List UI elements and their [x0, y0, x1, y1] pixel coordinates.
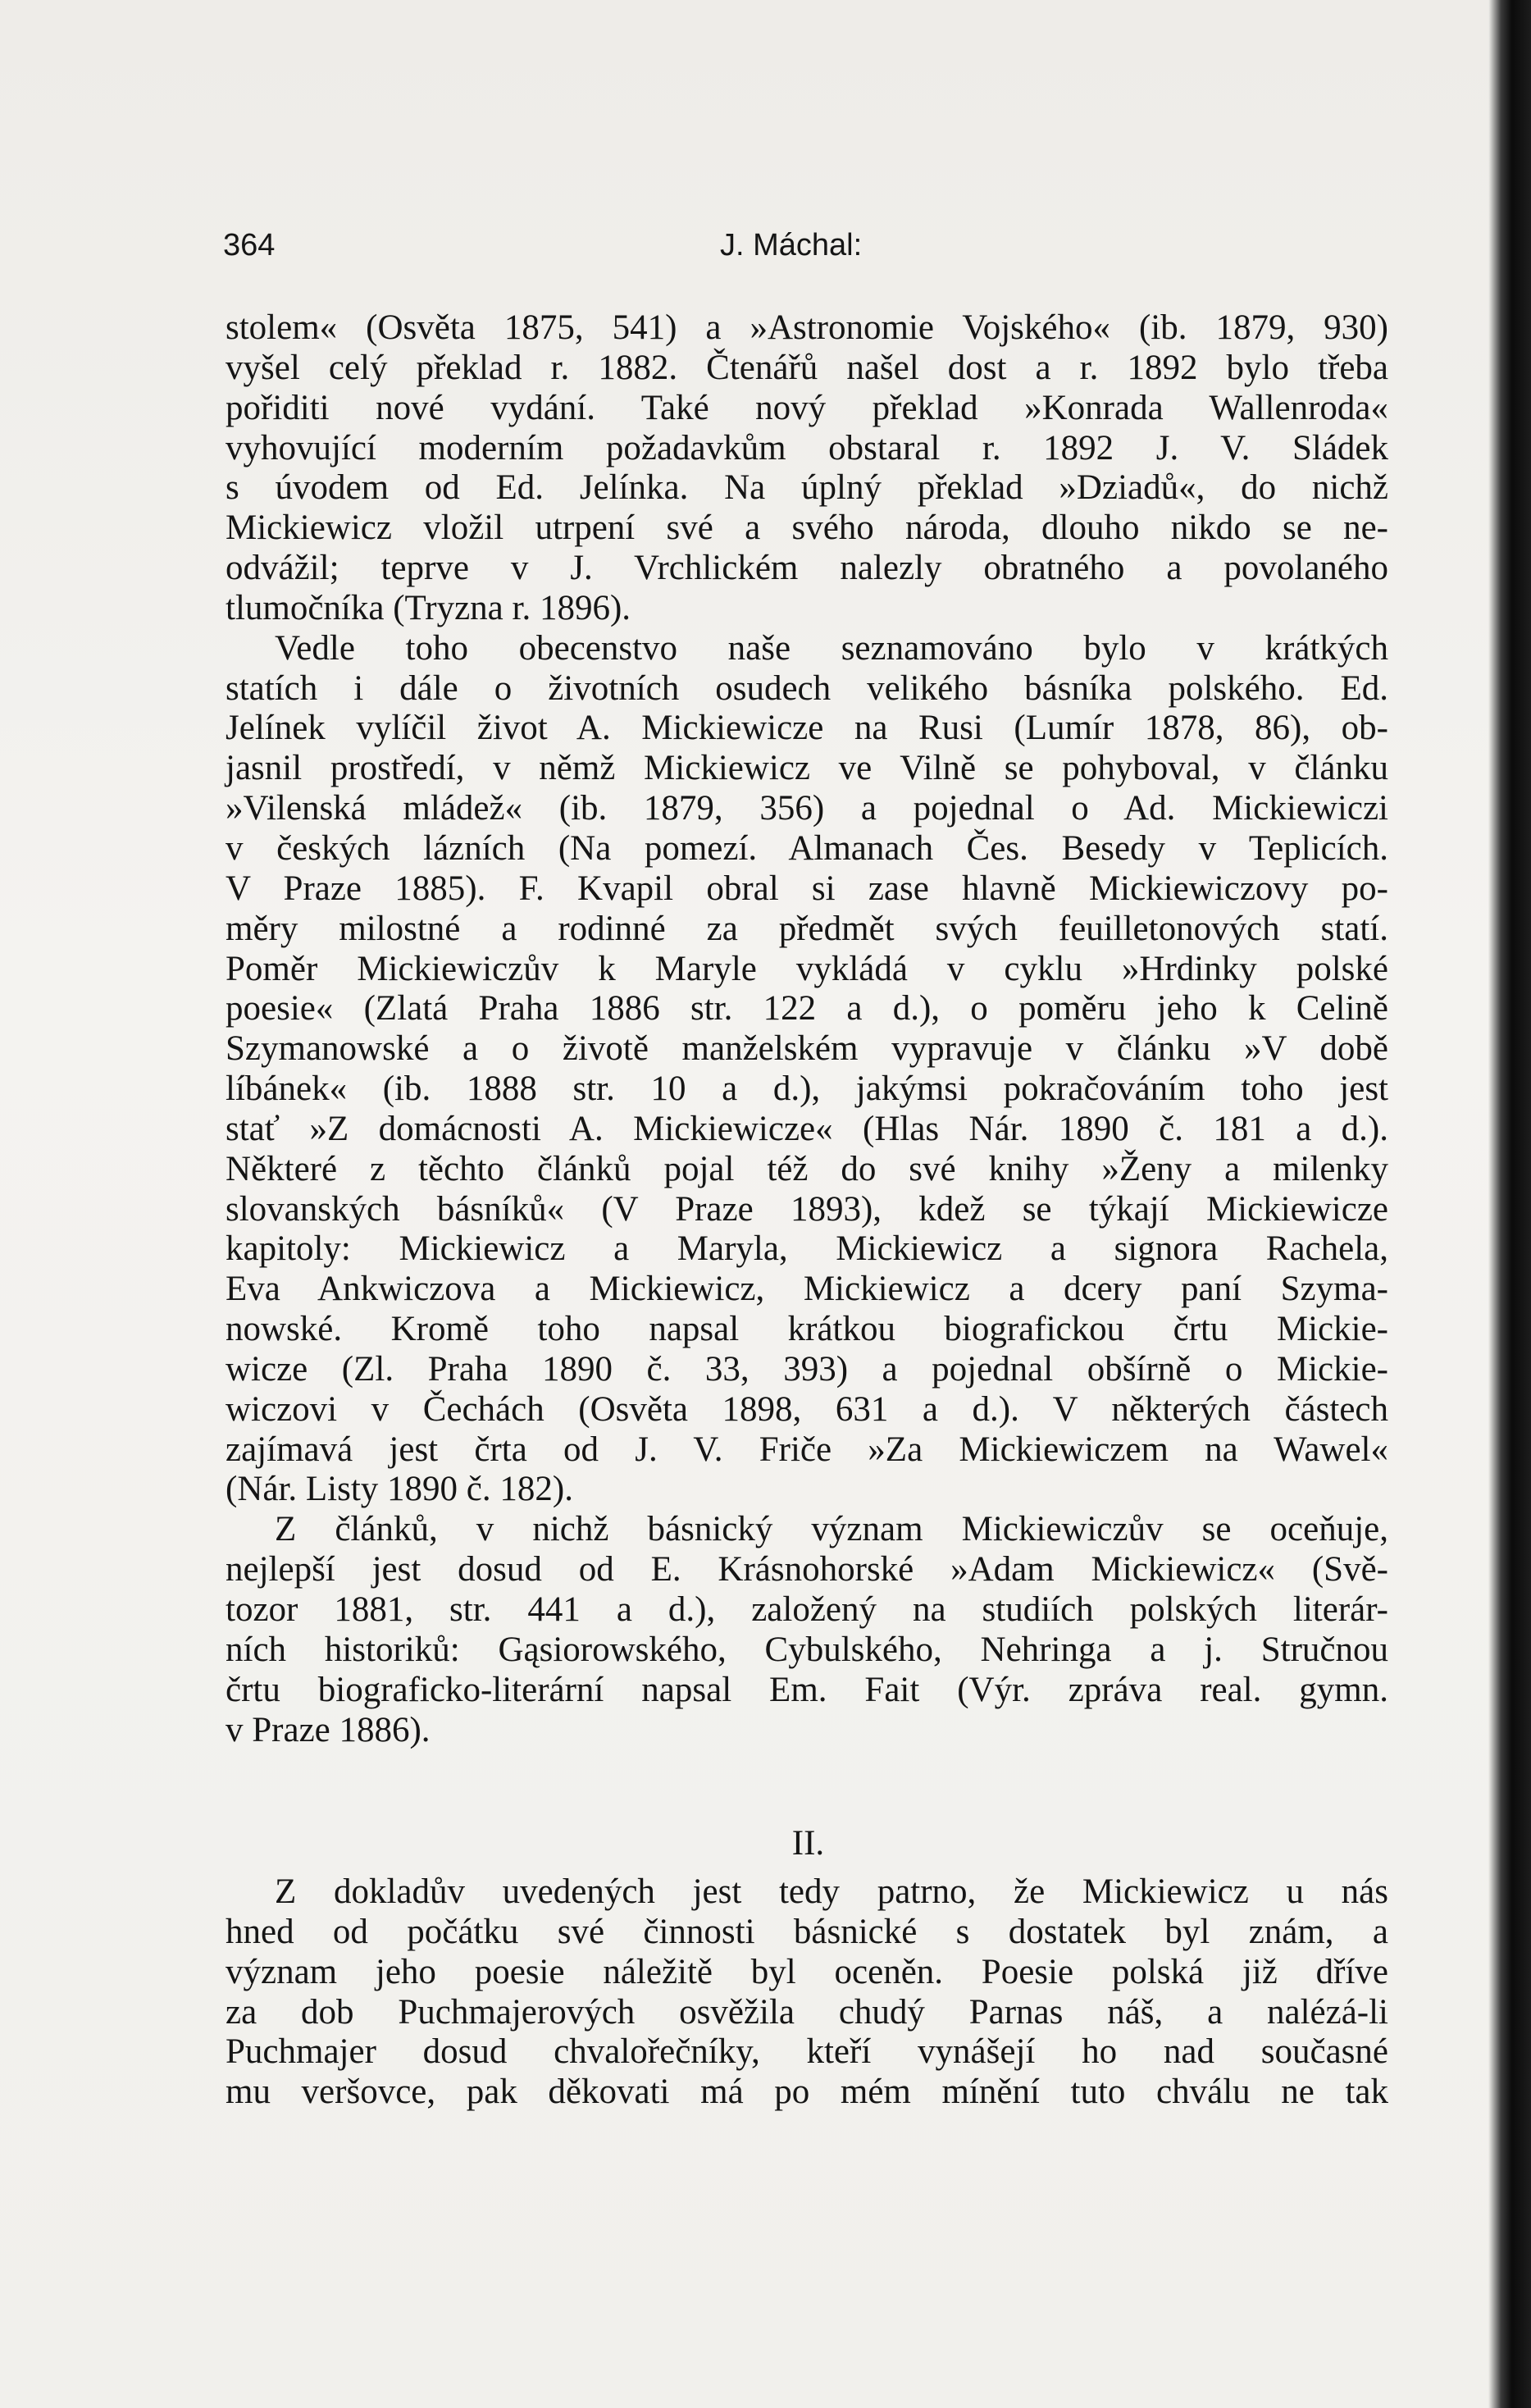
text-line: Některé z těchto článků pojal též do své knihy »Ženy a milenky [226, 1149, 1388, 1188]
text-line: wiczovi v Čechách (Osvěta 1898, 631 a d.). V některých částech [226, 1389, 1388, 1429]
text-line: vyšel celý překlad r. 1882. Čtenářů našel dost a r. 1892 bylo třeba [226, 348, 1388, 387]
text-line: stolem« (Osvěta 1875, 541) a »Astronomie Vojského« (ib. 1879, 930) [226, 308, 1388, 347]
text-line: ních historiků: Gąsiorowského, Cybulského, Nehringa a j. Stručnou [226, 1630, 1388, 1669]
text-line: »Vilenská mládež« (ib. 1879, 356) a pojednal o Ad. Mickiewiczi [226, 789, 1388, 828]
text-line: mu veršovce, pak děkovati má po mém mínění tuto chválu ne tak [226, 2073, 1388, 2112]
body-text-section-two [226, 1874, 1388, 2114]
text-line: Puchmajer dosud chvalořečníky, kteří vynášejí ho nad současné [226, 2032, 1388, 2072]
section-heading-label: II. [791, 1824, 825, 1863]
text-line: kapitoly: Mickiewicz a Maryla, Mickiewicz a signora Rachela, [226, 1229, 1388, 1269]
page-header [223, 228, 1387, 277]
text-line: statích i dále o životních osudech velikého básníka polského. Ed. [226, 668, 1388, 708]
running-head: J. Máchal: [720, 228, 863, 262]
text-line: Mickiewicz vložil utrpení své a svého národa, dlouho nikdo se ne- [226, 509, 1388, 548]
text-line: zajímavá jest črta od J. V. Friče »Za Mickiewiczem na Wawel« [226, 1430, 1388, 1469]
text-line: odvážil; teprve v J. Vrchlickém nalezly obratného a povolaného [226, 549, 1388, 588]
text-line: stať »Z domácnosti A. Mickiewicze« (Hlas Nár. 1890 č. 181 a d.). [226, 1109, 1388, 1148]
text-line: s úvodem od Ed. Jelínka. Na úplný překlad »Dziadů«, do nichž [226, 468, 1388, 508]
text-line: (Nár. Listy 1890 č. 182). [226, 1470, 573, 1509]
text-line: Jelínek vylíčil život A. Mickiewicze na Rusi (Lumír 1878, 86), ob- [226, 709, 1388, 748]
text-line: hned od počátku své činnosti básnické s dostatek byl znám, a [226, 1912, 1388, 1951]
text-line: měry milostné a rodinné za předmět svých feuilletonových statí. [226, 909, 1388, 948]
text-line: Z článků, v nichž básnický význam Mickiewiczův se oceňuje, [275, 1510, 1388, 1549]
text-line: črtu biograficko-literární napsal Em. Fait (Výr. zpráva real. gymn. [226, 1670, 1388, 1709]
text-line: v Praze 1886). [226, 1710, 431, 1749]
text-line: V Praze 1885). F. Kvapil obral si zase hlavně Mickiewiczovy po- [226, 869, 1388, 908]
text-line: Z dokladův uvedených jest tedy patrno, že Mickiewicz u nás [275, 1872, 1388, 1911]
text-line: Szymanowské a o životě manželském vypravuje v článku »V době [226, 1029, 1388, 1069]
text-line: Vedle toho obecenstvo naše seznamováno bylo v krátkých [275, 628, 1388, 668]
text-line: nowské. Kromě toho napsal krátkou biografickou črtu Mickie- [226, 1310, 1388, 1349]
text-line: pořiditi nové vydání. Také nový překlad »Konrada Wallenroda« [226, 388, 1388, 427]
text-line: Poměr Mickiewiczův k Maryle vykládá v cyklu »Hrdinky polské [226, 949, 1388, 988]
text-line: jasnil prostředí, v němž Mickiewicz ve Vilně se pohyboval, v článku [226, 749, 1388, 788]
page-number: 364 [223, 228, 276, 262]
text-line: význam jeho poesie náležitě byl oceněn. Poesie polská již dříve [226, 1952, 1388, 1991]
text-line: vyhovující moderním požadavkům obstaral r. 1892 J. V. Sládek [226, 428, 1388, 467]
body-text [226, 310, 1388, 1752]
text-line: Eva Ankwiczova a Mickiewicz, Mickiewicz a dcery paní Szyma- [226, 1270, 1388, 1309]
text-line: za dob Puchmajerových osvěžila chudý Parnas náš, a nalézá-li [226, 1992, 1388, 2032]
text-line: líbánek« (ib. 1888 str. 10 a d.), jakýmsi pokračováním toho jest [226, 1069, 1388, 1109]
text-line: nejlepší jest dosud od E. Krásnohorské »Adam Mickiewicz« (Svě- [226, 1550, 1388, 1589]
page-edge-shadow [1488, 0, 1531, 2408]
text-line: v českých lázních (Na pomezí. Almanach Čes. Besedy v Teplicích. [226, 828, 1388, 868]
text-line: tozor 1881, str. 441 a d.), založený na studiích polských literár- [226, 1590, 1388, 1629]
text-line: poesie« (Zlatá Praha 1886 str. 122 a d.), o poměru jeho k Celině [226, 989, 1388, 1028]
text-line: slovanských básníků« (V Praze 1893), kdež se týkají Mickiewicze [226, 1189, 1388, 1229]
text-line: tlumočníka (Tryzna r. 1896). [226, 588, 631, 627]
section-heading [0, 1826, 1531, 1861]
text-line: wicze (Zl. Praha 1890 č. 33, 393) a pojednal obšírně o Mickie- [226, 1349, 1388, 1389]
